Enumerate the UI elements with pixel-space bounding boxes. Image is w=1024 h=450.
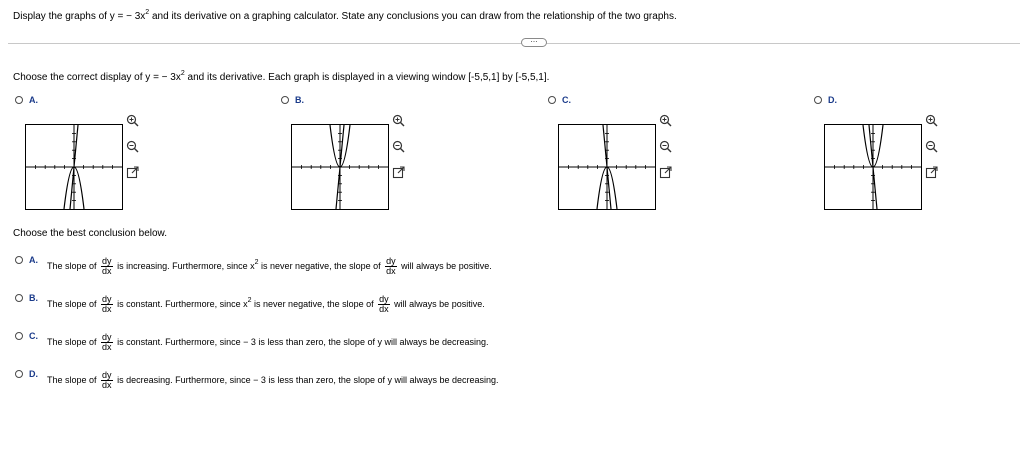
conclusion-b-t1: The slope of	[47, 298, 97, 309]
zoom-in-icon[interactable]	[126, 114, 139, 127]
radio-conclusion-a[interactable]	[15, 256, 23, 264]
part2-prompt: Choose the best conclusion below.	[13, 228, 167, 239]
frac-den: dx	[102, 380, 112, 390]
frac-den: dx	[102, 266, 112, 276]
part1-text-post: and its derivative. Each graph is displayed in a viewing window [-5,5,1] by [-5,5,1].	[184, 72, 550, 83]
radio-conclusion-c[interactable]	[15, 332, 23, 340]
graph-c-plot	[559, 125, 655, 209]
part1-text-pre: Choose the correct display of y = − 3x	[13, 72, 181, 83]
graph-a	[25, 124, 123, 210]
conclusion-c-t1: The slope of	[47, 336, 97, 347]
frac-num: dy	[102, 370, 112, 380]
radio-graph-d[interactable]	[814, 96, 822, 104]
dy-dx-fraction	[385, 257, 397, 276]
conclusion-d-letter: D.	[29, 369, 38, 379]
conclusion-b-text[interactable]	[47, 295, 485, 314]
radio-conclusion-d[interactable]	[15, 370, 23, 378]
conclusion-b-letter: B.	[29, 293, 38, 303]
dy-dx-fraction	[101, 371, 113, 390]
frac-den: dx	[379, 304, 389, 314]
frac-num: dy	[379, 294, 389, 304]
conclusion-c-t2: is constant. Furthermore, since − 3 is less than zero, the slope of y will always be decreasing.	[117, 336, 489, 347]
dy-dx-fraction	[378, 295, 390, 314]
graph-option-b-letter: B.	[295, 95, 304, 105]
radio-conclusion-b[interactable]	[15, 294, 23, 302]
graph-option-c-letter: C.	[562, 95, 571, 105]
conclusion-a-t4: will always be positive.	[401, 260, 492, 271]
conclusion-b-t2: is constant. Furthermore, since x	[117, 298, 248, 309]
zoom-out-icon[interactable]	[925, 140, 938, 153]
graph-b-plot	[292, 125, 388, 209]
frac-num: dy	[386, 256, 396, 266]
question-text	[13, 9, 677, 22]
divider	[8, 43, 1020, 44]
frac-den: dx	[102, 342, 112, 352]
frac-num: dy	[102, 294, 112, 304]
zoom-out-icon[interactable]	[126, 140, 139, 153]
zoom-out-icon[interactable]	[659, 140, 672, 153]
conclusion-c-text[interactable]	[47, 333, 489, 352]
graph-b	[291, 124, 389, 210]
radio-graph-c[interactable]	[548, 96, 556, 104]
conclusion-b-t4: will always be positive.	[394, 298, 485, 309]
question-text-post: and its derivative on a graphing calculator. State any conclusions you can draw from the relationship of the two graphs.	[149, 11, 677, 22]
conclusion-d-text[interactable]	[47, 371, 499, 390]
conclusion-d-t2: is decreasing. Furthermore, since − 3 is less than zero, the slope of y will always be decreasing.	[117, 374, 499, 385]
conclusion-a-t3: is never negative, the slope of	[258, 260, 381, 271]
question-exponent: 2	[145, 9, 150, 16]
graph-c	[558, 124, 656, 210]
dy-dx-fraction	[101, 333, 113, 352]
popout-icon[interactable]	[659, 166, 672, 179]
graph-option-a-letter: A.	[29, 95, 38, 105]
frac-den: dx	[102, 304, 112, 314]
radio-graph-b[interactable]	[281, 96, 289, 104]
zoom-in-icon[interactable]	[925, 114, 938, 127]
graph-option-d-letter: D.	[828, 95, 837, 105]
conclusion-a-letter: A.	[29, 255, 38, 265]
radio-graph-a[interactable]	[15, 96, 23, 104]
conclusion-c-letter: C.	[29, 331, 38, 341]
conclusion-a-text[interactable]	[47, 257, 492, 276]
zoom-in-icon[interactable]	[659, 114, 672, 127]
dy-dx-fraction	[101, 257, 113, 276]
conclusion-b-t3: is never negative, the slope of	[251, 298, 374, 309]
popout-icon[interactable]	[925, 166, 938, 179]
question-text-pre: Display the graphs of y = − 3x	[13, 11, 146, 22]
graph-d	[824, 124, 922, 210]
part1-prompt	[13, 70, 549, 83]
conclusion-a-t2: is increasing. Furthermore, since x	[117, 260, 255, 271]
dy-dx-fraction	[101, 295, 113, 314]
part1-exponent: 2	[180, 70, 185, 77]
popout-icon[interactable]	[126, 166, 139, 179]
frac-num: dy	[102, 332, 112, 342]
frac-num: dy	[102, 256, 112, 266]
conclusion-d-t1: The slope of	[47, 374, 97, 385]
more-button[interactable]: ⋯	[521, 38, 547, 47]
graph-a-plot	[26, 125, 122, 209]
zoom-in-icon[interactable]	[392, 114, 405, 127]
conclusion-a-exponent: 2	[254, 258, 259, 266]
graph-d-plot	[825, 125, 921, 209]
zoom-out-icon[interactable]	[392, 140, 405, 153]
frac-den: dx	[386, 266, 396, 276]
conclusion-a-t1: The slope of	[47, 260, 97, 271]
popout-icon[interactable]	[392, 166, 405, 179]
conclusion-b-exponent: 2	[247, 296, 252, 304]
